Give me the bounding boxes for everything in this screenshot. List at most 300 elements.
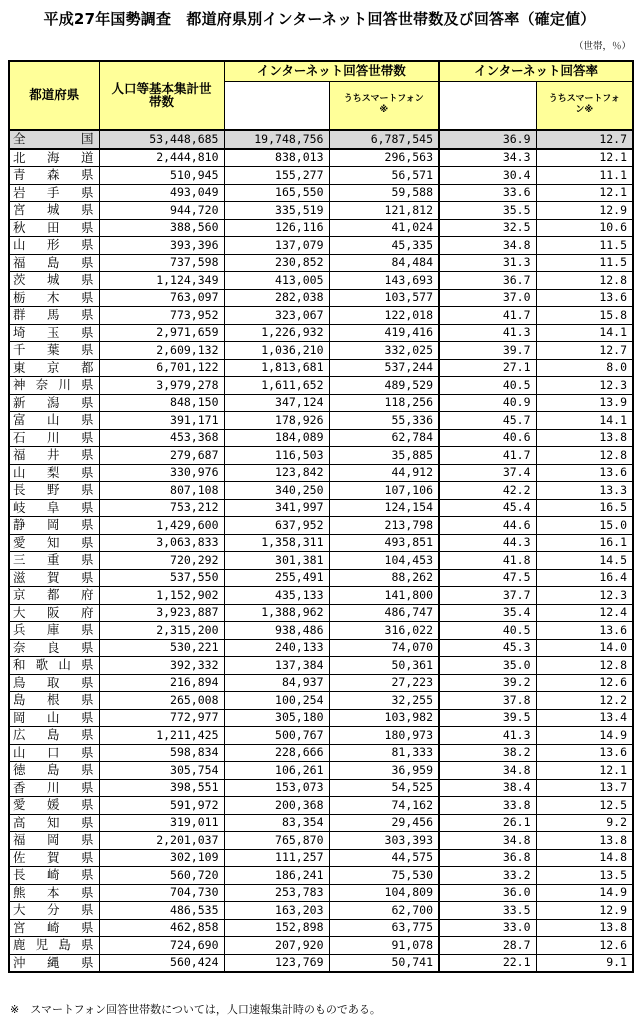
table-row bbox=[9, 202, 633, 220]
internet-households-cell: 207,920 bbox=[224, 937, 329, 955]
internet-rate-cell: 33.5 bbox=[439, 902, 536, 920]
table-row bbox=[9, 377, 633, 395]
smartphone-rate-cell: 14.9 bbox=[536, 884, 633, 902]
internet-rate-cell: 41.3 bbox=[439, 324, 536, 342]
prefecture-cell: 神奈川県 bbox=[9, 377, 99, 395]
population-cell: 724,690 bbox=[99, 937, 224, 955]
smartphone-rate-cell: 9.1 bbox=[536, 954, 633, 972]
header-smartphone-households: うちスマートフォン※ bbox=[329, 81, 439, 130]
internet-rate-cell: 36.9 bbox=[439, 130, 536, 149]
smartphone-rate-cell: 12.9 bbox=[536, 202, 633, 220]
table-row bbox=[9, 219, 633, 237]
internet-households-cell: 255,491 bbox=[224, 569, 329, 587]
internet-households-cell: 500,767 bbox=[224, 727, 329, 745]
prefecture-cell: 福井県 bbox=[9, 447, 99, 465]
prefecture-cell: 大阪府 bbox=[9, 604, 99, 622]
smartphone-rate-cell: 12.6 bbox=[536, 937, 633, 955]
internet-households-cell: 165,550 bbox=[224, 184, 329, 202]
smartphone-households-cell: 36,959 bbox=[329, 762, 439, 780]
table-row bbox=[9, 482, 633, 500]
smartphone-households-cell: 56,571 bbox=[329, 167, 439, 185]
prefecture-cell: 高知県 bbox=[9, 814, 99, 832]
population-cell: 2,609,132 bbox=[99, 342, 224, 360]
table-row bbox=[9, 727, 633, 745]
internet-rate-cell: 45.4 bbox=[439, 499, 536, 517]
prefecture-cell: 大分県 bbox=[9, 902, 99, 920]
table-row bbox=[9, 569, 633, 587]
prefecture-cell: 岐阜県 bbox=[9, 499, 99, 517]
internet-households-cell: 106,261 bbox=[224, 762, 329, 780]
internet-rate-cell: 36.8 bbox=[439, 849, 536, 867]
smartphone-rate-cell: 13.8 bbox=[536, 429, 633, 447]
smartphone-rate-cell: 14.0 bbox=[536, 639, 633, 657]
population-cell: 944,720 bbox=[99, 202, 224, 220]
prefecture-cell: 滋賀県 bbox=[9, 569, 99, 587]
table-row bbox=[9, 289, 633, 307]
prefecture-cell: 鳥取県 bbox=[9, 674, 99, 692]
internet-households-cell: 116,503 bbox=[224, 447, 329, 465]
smartphone-households-cell: 303,393 bbox=[329, 832, 439, 850]
internet-rate-cell: 38.2 bbox=[439, 744, 536, 762]
prefecture-cell: 奈良県 bbox=[9, 639, 99, 657]
internet-households-cell: 1,036,210 bbox=[224, 342, 329, 360]
internet-households-cell: 282,038 bbox=[224, 289, 329, 307]
smartphone-rate-cell: 13.8 bbox=[536, 832, 633, 850]
unit-label: （世帯，％） bbox=[573, 41, 631, 52]
population-cell: 848,150 bbox=[99, 394, 224, 412]
prefecture-cell: 島根県 bbox=[9, 692, 99, 710]
table-row bbox=[9, 412, 633, 430]
prefecture-cell: 香川県 bbox=[9, 779, 99, 797]
internet-rate-cell: 33.2 bbox=[439, 867, 536, 885]
smartphone-households-cell: 81,333 bbox=[329, 744, 439, 762]
prefecture-cell: 福島県 bbox=[9, 254, 99, 272]
header-internet-rate-total bbox=[439, 81, 536, 130]
smartphone-rate-cell: 12.2 bbox=[536, 692, 633, 710]
smartphone-households-cell: 493,851 bbox=[329, 534, 439, 552]
internet-households-cell: 184,089 bbox=[224, 429, 329, 447]
population-cell: 763,097 bbox=[99, 289, 224, 307]
internet-households-cell: 153,073 bbox=[224, 779, 329, 797]
prefecture-cell: 佐賀県 bbox=[9, 849, 99, 867]
prefecture-cell: 栃木県 bbox=[9, 289, 99, 307]
internet-households-cell: 1,226,932 bbox=[224, 324, 329, 342]
internet-rate-cell: 38.4 bbox=[439, 779, 536, 797]
smartphone-rate-cell: 13.9 bbox=[536, 394, 633, 412]
internet-rate-cell: 40.5 bbox=[439, 377, 536, 395]
smartphone-rate-cell: 15.8 bbox=[536, 307, 633, 325]
internet-rate-cell: 33.6 bbox=[439, 184, 536, 202]
population-cell: 453,368 bbox=[99, 429, 224, 447]
internet-rate-cell: 45.3 bbox=[439, 639, 536, 657]
internet-rate-cell: 28.7 bbox=[439, 937, 536, 955]
header-population: 人口等基本集計世帯数 bbox=[99, 61, 224, 130]
smartphone-households-cell: 486,747 bbox=[329, 604, 439, 622]
table-row bbox=[9, 237, 633, 255]
internet-rate-cell: 40.9 bbox=[439, 394, 536, 412]
internet-rate-cell: 35.5 bbox=[439, 202, 536, 220]
population-cell: 1,152,902 bbox=[99, 587, 224, 605]
population-cell: 753,212 bbox=[99, 499, 224, 517]
prefecture-cell: 全国 bbox=[9, 130, 99, 149]
smartphone-rate-cell: 14.1 bbox=[536, 412, 633, 430]
smartphone-households-cell: 54,525 bbox=[329, 779, 439, 797]
population-cell: 737,598 bbox=[99, 254, 224, 272]
internet-households-cell: 111,257 bbox=[224, 849, 329, 867]
internet-rate-cell: 33.0 bbox=[439, 919, 536, 937]
smartphone-rate-cell: 13.8 bbox=[536, 919, 633, 937]
internet-households-cell: 178,926 bbox=[224, 412, 329, 430]
smartphone-rate-cell: 12.3 bbox=[536, 377, 633, 395]
population-cell: 1,211,425 bbox=[99, 727, 224, 745]
smartphone-rate-cell: 13.6 bbox=[536, 622, 633, 640]
smartphone-households-cell: 316,022 bbox=[329, 622, 439, 640]
smartphone-households-cell: 74,070 bbox=[329, 639, 439, 657]
smartphone-rate-cell: 13.6 bbox=[536, 464, 633, 482]
population-cell: 1,124,349 bbox=[99, 272, 224, 290]
population-cell: 560,424 bbox=[99, 954, 224, 972]
table-row bbox=[9, 517, 633, 535]
smartphone-households-cell: 62,700 bbox=[329, 902, 439, 920]
smartphone-rate-cell: 12.1 bbox=[536, 184, 633, 202]
table-row bbox=[9, 744, 633, 762]
prefecture-cell: 長崎県 bbox=[9, 867, 99, 885]
internet-rate-cell: 34.8 bbox=[439, 762, 536, 780]
smartphone-rate-cell: 12.6 bbox=[536, 674, 633, 692]
table-row bbox=[9, 622, 633, 640]
table-row bbox=[9, 272, 633, 290]
prefecture-cell: 東京都 bbox=[9, 359, 99, 377]
population-cell: 302,109 bbox=[99, 849, 224, 867]
smartphone-households-cell: 124,154 bbox=[329, 499, 439, 517]
table-row bbox=[9, 359, 633, 377]
smartphone-households-cell: 74,162 bbox=[329, 797, 439, 815]
smartphone-rate-cell: 13.4 bbox=[536, 709, 633, 727]
table-row bbox=[9, 149, 633, 167]
internet-rate-cell: 44.3 bbox=[439, 534, 536, 552]
internet-households-cell: 1,358,311 bbox=[224, 534, 329, 552]
internet-households-cell: 126,116 bbox=[224, 219, 329, 237]
internet-rate-cell: 37.8 bbox=[439, 692, 536, 710]
table-row bbox=[9, 779, 633, 797]
internet-rate-cell: 33.8 bbox=[439, 797, 536, 815]
table-row bbox=[9, 604, 633, 622]
prefecture-cell: 沖縄県 bbox=[9, 954, 99, 972]
table-row bbox=[9, 464, 633, 482]
internet-households-cell: 765,870 bbox=[224, 832, 329, 850]
population-cell: 53,448,685 bbox=[99, 130, 224, 149]
smartphone-households-cell: 41,024 bbox=[329, 219, 439, 237]
table-row bbox=[9, 254, 633, 272]
smartphone-households-cell: 59,588 bbox=[329, 184, 439, 202]
smartphone-households-cell: 50,741 bbox=[329, 954, 439, 972]
prefecture-cell: 愛知県 bbox=[9, 534, 99, 552]
smartphone-rate-cell: 13.7 bbox=[536, 779, 633, 797]
smartphone-households-cell: 55,336 bbox=[329, 412, 439, 430]
prefecture-cell: 静岡県 bbox=[9, 517, 99, 535]
internet-households-cell: 938,486 bbox=[224, 622, 329, 640]
population-cell: 2,315,200 bbox=[99, 622, 224, 640]
smartphone-households-cell: 84,484 bbox=[329, 254, 439, 272]
internet-rate-cell: 41.3 bbox=[439, 727, 536, 745]
prefecture-cell: 鹿児島県 bbox=[9, 937, 99, 955]
smartphone-rate-cell: 12.1 bbox=[536, 762, 633, 780]
internet-rate-cell: 36.0 bbox=[439, 884, 536, 902]
smartphone-rate-cell: 12.5 bbox=[536, 797, 633, 815]
prefecture-cell: 群馬県 bbox=[9, 307, 99, 325]
prefecture-cell: 岩手県 bbox=[9, 184, 99, 202]
internet-households-cell: 340,250 bbox=[224, 482, 329, 500]
smartphone-rate-cell: 12.1 bbox=[536, 149, 633, 167]
smartphone-rate-cell: 13.6 bbox=[536, 289, 633, 307]
prefecture-cell: 徳島県 bbox=[9, 762, 99, 780]
table-row bbox=[9, 884, 633, 902]
internet-households-cell: 19,748,756 bbox=[224, 130, 329, 149]
smartphone-households-cell: 45,335 bbox=[329, 237, 439, 255]
table-row bbox=[9, 954, 633, 972]
population-cell: 392,332 bbox=[99, 657, 224, 675]
prefecture-cell: 長野県 bbox=[9, 482, 99, 500]
population-cell: 398,551 bbox=[99, 779, 224, 797]
internet-households-cell: 435,133 bbox=[224, 587, 329, 605]
internet-rate-cell: 44.6 bbox=[439, 517, 536, 535]
table-row bbox=[9, 534, 633, 552]
smartphone-households-cell: 29,456 bbox=[329, 814, 439, 832]
internet-households-cell: 83,354 bbox=[224, 814, 329, 832]
table-body bbox=[9, 130, 633, 972]
data-table bbox=[8, 60, 634, 973]
internet-rate-cell: 40.6 bbox=[439, 429, 536, 447]
population-cell: 3,923,887 bbox=[99, 604, 224, 622]
internet-rate-cell: 39.2 bbox=[439, 674, 536, 692]
population-cell: 6,701,122 bbox=[99, 359, 224, 377]
smartphone-rate-cell: 15.0 bbox=[536, 517, 633, 535]
smartphone-households-cell: 91,078 bbox=[329, 937, 439, 955]
internet-households-cell: 163,203 bbox=[224, 902, 329, 920]
prefecture-cell: 山形県 bbox=[9, 237, 99, 255]
population-cell: 393,396 bbox=[99, 237, 224, 255]
smartphone-households-cell: 63,775 bbox=[329, 919, 439, 937]
internet-households-cell: 155,277 bbox=[224, 167, 329, 185]
internet-rate-cell: 41.8 bbox=[439, 552, 536, 570]
smartphone-households-cell: 103,982 bbox=[329, 709, 439, 727]
population-cell: 265,008 bbox=[99, 692, 224, 710]
smartphone-rate-cell: 11.5 bbox=[536, 237, 633, 255]
smartphone-rate-cell: 12.8 bbox=[536, 272, 633, 290]
smartphone-households-cell: 104,453 bbox=[329, 552, 439, 570]
smartphone-rate-cell: 13.6 bbox=[536, 744, 633, 762]
population-cell: 279,687 bbox=[99, 447, 224, 465]
internet-households-cell: 637,952 bbox=[224, 517, 329, 535]
header-prefecture: 都道府県 bbox=[9, 61, 99, 130]
smartphone-households-cell: 44,912 bbox=[329, 464, 439, 482]
table-row bbox=[9, 639, 633, 657]
internet-rate-cell: 37.4 bbox=[439, 464, 536, 482]
internet-rate-cell: 39.7 bbox=[439, 342, 536, 360]
population-cell: 319,011 bbox=[99, 814, 224, 832]
table-row bbox=[9, 657, 633, 675]
smartphone-households-cell: 103,577 bbox=[329, 289, 439, 307]
smartphone-households-cell: 6,787,545 bbox=[329, 130, 439, 149]
population-cell: 560,720 bbox=[99, 867, 224, 885]
population-cell: 591,972 bbox=[99, 797, 224, 815]
smartphone-rate-cell: 8.0 bbox=[536, 359, 633, 377]
population-cell: 486,535 bbox=[99, 902, 224, 920]
table-row bbox=[9, 394, 633, 412]
internet-rate-cell: 36.7 bbox=[439, 272, 536, 290]
internet-rate-cell: 40.5 bbox=[439, 622, 536, 640]
internet-households-cell: 341,997 bbox=[224, 499, 329, 517]
internet-households-cell: 137,384 bbox=[224, 657, 329, 675]
smartphone-households-cell: 75,530 bbox=[329, 867, 439, 885]
internet-rate-cell: 32.5 bbox=[439, 219, 536, 237]
internet-households-cell: 305,180 bbox=[224, 709, 329, 727]
internet-households-cell: 253,783 bbox=[224, 884, 329, 902]
prefecture-cell: 石川県 bbox=[9, 429, 99, 447]
smartphone-households-cell: 50,361 bbox=[329, 657, 439, 675]
prefecture-cell: 山口県 bbox=[9, 744, 99, 762]
smartphone-households-cell: 107,106 bbox=[329, 482, 439, 500]
population-cell: 530,221 bbox=[99, 639, 224, 657]
internet-households-cell: 152,898 bbox=[224, 919, 329, 937]
table-row bbox=[9, 867, 633, 885]
smartphone-rate-cell: 16.5 bbox=[536, 499, 633, 517]
internet-rate-cell: 41.7 bbox=[439, 447, 536, 465]
prefecture-cell: 広島県 bbox=[9, 727, 99, 745]
population-cell: 493,049 bbox=[99, 184, 224, 202]
prefecture-cell: 和歌山県 bbox=[9, 657, 99, 675]
prefecture-cell: 新潟県 bbox=[9, 394, 99, 412]
prefecture-cell: 兵庫県 bbox=[9, 622, 99, 640]
population-cell: 1,429,600 bbox=[99, 517, 224, 535]
internet-households-cell: 84,937 bbox=[224, 674, 329, 692]
table-row bbox=[9, 762, 633, 780]
prefecture-cell: 岡山県 bbox=[9, 709, 99, 727]
table-row bbox=[9, 692, 633, 710]
smartphone-households-cell: 296,563 bbox=[329, 149, 439, 167]
internet-rate-cell: 41.7 bbox=[439, 307, 536, 325]
smartphone-rate-cell: 12.4 bbox=[536, 604, 633, 622]
smartphone-households-cell: 27,223 bbox=[329, 674, 439, 692]
internet-households-cell: 335,519 bbox=[224, 202, 329, 220]
smartphone-households-cell: 62,784 bbox=[329, 429, 439, 447]
smartphone-rate-cell: 16.4 bbox=[536, 569, 633, 587]
internet-households-cell: 301,381 bbox=[224, 552, 329, 570]
table-row bbox=[9, 937, 633, 955]
table-row bbox=[9, 324, 633, 342]
smartphone-rate-cell: 12.9 bbox=[536, 902, 633, 920]
smartphone-households-cell: 180,973 bbox=[329, 727, 439, 745]
population-cell: 462,858 bbox=[99, 919, 224, 937]
internet-households-cell: 838,013 bbox=[224, 149, 329, 167]
smartphone-rate-cell: 12.8 bbox=[536, 657, 633, 675]
population-cell: 330,976 bbox=[99, 464, 224, 482]
smartphone-households-cell: 141,800 bbox=[329, 587, 439, 605]
table-row bbox=[9, 832, 633, 850]
smartphone-households-cell: 143,693 bbox=[329, 272, 439, 290]
internet-households-cell: 230,852 bbox=[224, 254, 329, 272]
prefecture-cell: 茨城県 bbox=[9, 272, 99, 290]
table-row bbox=[9, 797, 633, 815]
prefecture-cell: 三重県 bbox=[9, 552, 99, 570]
population-cell: 598,834 bbox=[99, 744, 224, 762]
internet-rate-cell: 34.8 bbox=[439, 832, 536, 850]
internet-households-cell: 200,368 bbox=[224, 797, 329, 815]
population-cell: 391,171 bbox=[99, 412, 224, 430]
table-row bbox=[9, 167, 633, 185]
table-row bbox=[9, 709, 633, 727]
internet-rate-cell: 35.0 bbox=[439, 657, 536, 675]
internet-households-cell: 186,241 bbox=[224, 867, 329, 885]
internet-households-cell: 323,067 bbox=[224, 307, 329, 325]
internet-households-cell: 1,813,681 bbox=[224, 359, 329, 377]
smartphone-rate-cell: 10.6 bbox=[536, 219, 633, 237]
smartphone-rate-cell: 11.1 bbox=[536, 167, 633, 185]
internet-rate-cell: 47.5 bbox=[439, 569, 536, 587]
internet-rate-cell: 34.3 bbox=[439, 149, 536, 167]
internet-households-cell: 347,124 bbox=[224, 394, 329, 412]
internet-rate-cell: 26.1 bbox=[439, 814, 536, 832]
population-cell: 772,977 bbox=[99, 709, 224, 727]
internet-rate-cell: 45.7 bbox=[439, 412, 536, 430]
smartphone-households-cell: 332,025 bbox=[329, 342, 439, 360]
population-cell: 773,952 bbox=[99, 307, 224, 325]
population-cell: 2,201,037 bbox=[99, 832, 224, 850]
population-cell: 807,108 bbox=[99, 482, 224, 500]
table-row bbox=[9, 919, 633, 937]
internet-households-cell: 100,254 bbox=[224, 692, 329, 710]
internet-households-cell: 123,842 bbox=[224, 464, 329, 482]
population-cell: 3,063,833 bbox=[99, 534, 224, 552]
header-internet-rate: インターネット回答率 bbox=[439, 61, 633, 81]
internet-rate-cell: 37.7 bbox=[439, 587, 536, 605]
prefecture-cell: 千葉県 bbox=[9, 342, 99, 360]
smartphone-households-cell: 32,255 bbox=[329, 692, 439, 710]
table-row-total bbox=[9, 130, 633, 149]
population-cell: 720,292 bbox=[99, 552, 224, 570]
population-cell: 2,971,659 bbox=[99, 324, 224, 342]
header-smartphone-rate: うちスマートフォン※ bbox=[536, 81, 633, 130]
smartphone-rate-cell: 14.5 bbox=[536, 552, 633, 570]
internet-rate-cell: 27.1 bbox=[439, 359, 536, 377]
internet-households-cell: 123,769 bbox=[224, 954, 329, 972]
population-cell: 2,444,810 bbox=[99, 149, 224, 167]
table-row bbox=[9, 552, 633, 570]
smartphone-rate-cell: 14.1 bbox=[536, 324, 633, 342]
header-internet-households: インターネット回答世帯数 bbox=[224, 61, 439, 81]
prefecture-cell: 京都府 bbox=[9, 587, 99, 605]
internet-rate-cell: 30.4 bbox=[439, 167, 536, 185]
population-cell: 388,560 bbox=[99, 219, 224, 237]
internet-rate-cell: 42.2 bbox=[439, 482, 536, 500]
internet-households-cell: 1,611,652 bbox=[224, 377, 329, 395]
internet-rate-cell: 39.5 bbox=[439, 709, 536, 727]
population-cell: 537,550 bbox=[99, 569, 224, 587]
internet-rate-cell: 35.4 bbox=[439, 604, 536, 622]
smartphone-households-cell: 419,416 bbox=[329, 324, 439, 342]
population-cell: 510,945 bbox=[99, 167, 224, 185]
internet-households-cell: 1,388,962 bbox=[224, 604, 329, 622]
table-row bbox=[9, 849, 633, 867]
table-row bbox=[9, 307, 633, 325]
smartphone-households-cell: 44,575 bbox=[329, 849, 439, 867]
smartphone-households-cell: 537,244 bbox=[329, 359, 439, 377]
smartphone-households-cell: 213,798 bbox=[329, 517, 439, 535]
smartphone-rate-cell: 14.8 bbox=[536, 849, 633, 867]
population-cell: 3,979,278 bbox=[99, 377, 224, 395]
population-cell: 216,894 bbox=[99, 674, 224, 692]
smartphone-households-cell: 104,809 bbox=[329, 884, 439, 902]
